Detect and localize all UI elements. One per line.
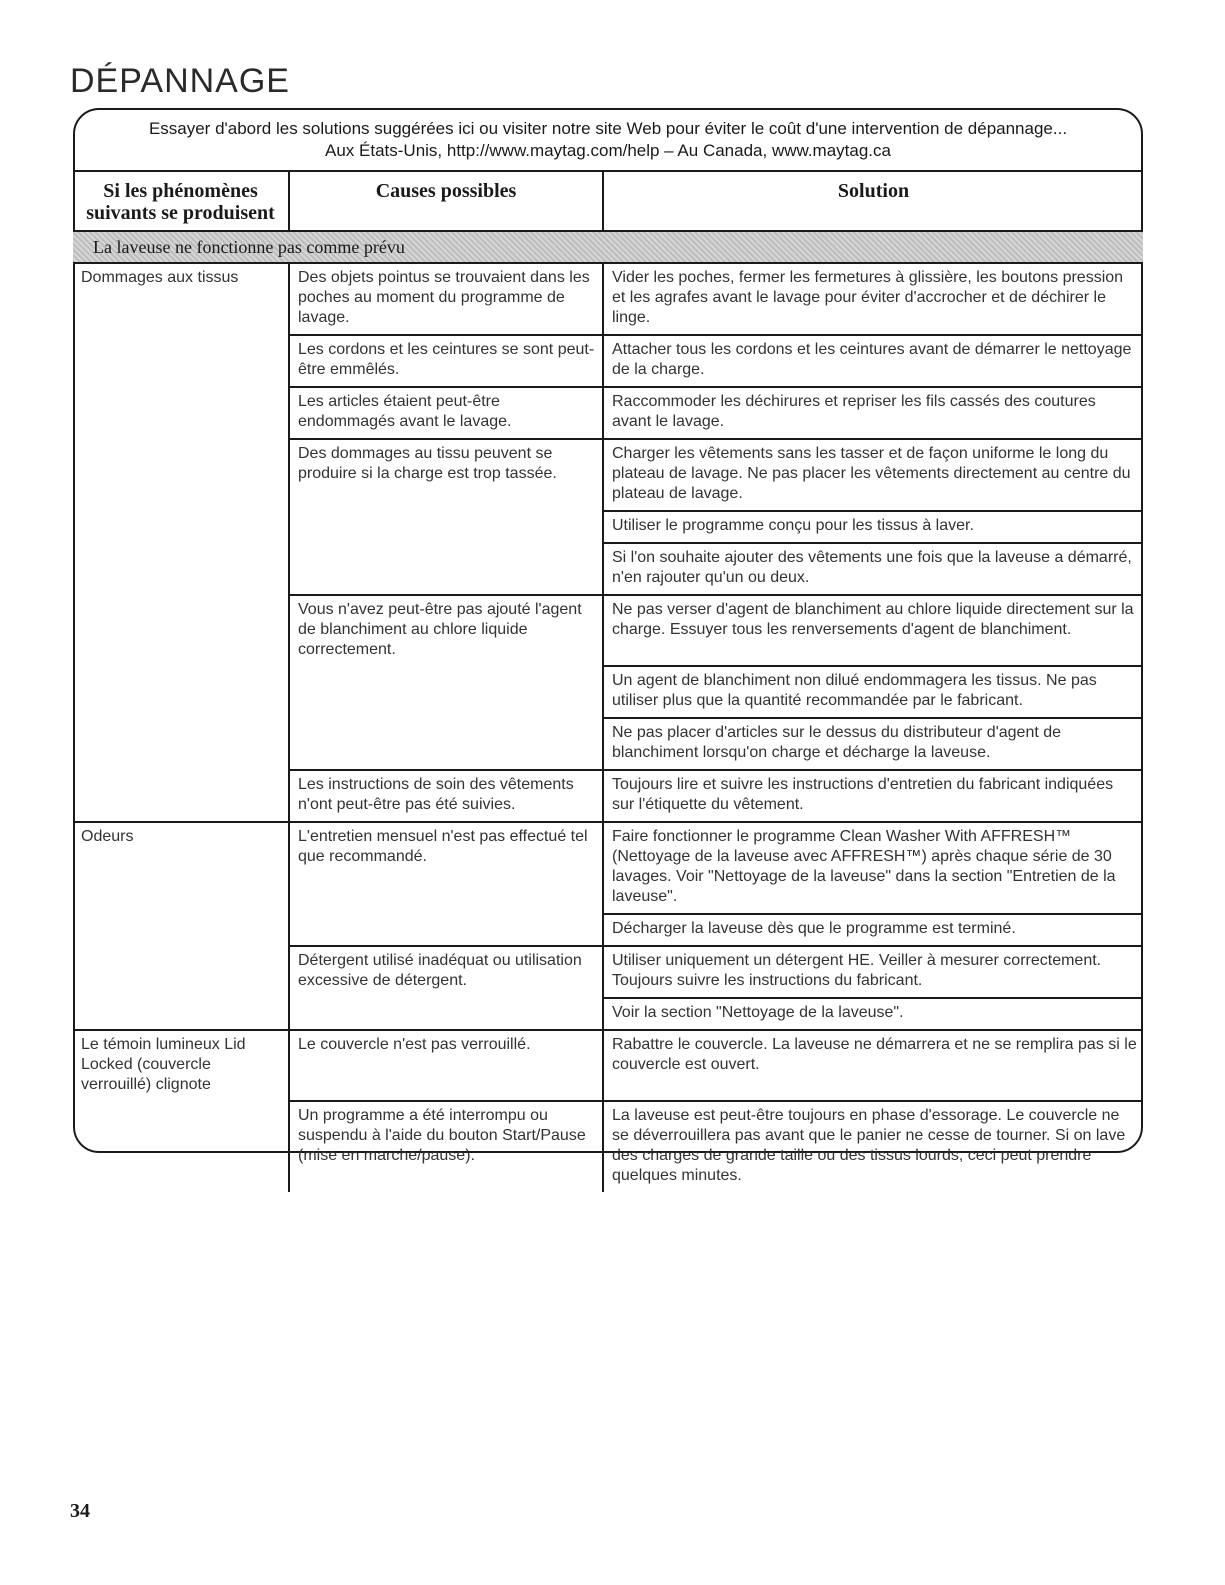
solution-cell: Un agent de blanchiment non dilué endommagera les tissus. Ne pas utiliser plus que la quantité recommandée par le fabricant. <box>603 666 1143 718</box>
problem-cell <box>73 718 289 770</box>
solution-cell: Utiliser le programme conçu pour les tissus à laver. <box>603 511 1143 543</box>
solution-cell: Toujours lire et suivre les instructions d'entretien du fabricant indiquées sur l'étiquette du vêtement. <box>603 770 1143 822</box>
page-number: 34 <box>70 1500 90 1522</box>
intro-text <box>75 118 1141 162</box>
solution-cell: Faire fonctionner le programme Clean Washer With AFFRESH™ (Nettoyage de la laveuse avec AFFRESH™) après chaque série de 30 lavages. Voir "Nettoyage de la laveuse" dans la section "Entretien de la laveuse". <box>603 822 1143 914</box>
solution-cell: Vider les poches, fermer les fermetures à glissière, les boutons pression et les agrafes avant le lavage pour éviter d'accrocher et de déchirer le linge. <box>603 263 1143 335</box>
problem-cell: Dommages aux tissus <box>73 263 289 335</box>
header-cause: Causes possibles <box>289 172 603 231</box>
problem-cell <box>73 914 289 946</box>
cause-cell <box>289 914 603 946</box>
section-row <box>73 231 1143 263</box>
cause-cell: Des objets pointus se trouvaient dans les poches au moment du programme de lavage. <box>289 263 603 335</box>
troubleshooting-table <box>73 172 1143 1192</box>
problem-cell <box>73 595 289 666</box>
cause-cell <box>289 718 603 770</box>
problem-cell <box>73 998 289 1030</box>
table-row <box>73 1101 1143 1192</box>
problem-cell <box>73 387 289 439</box>
cause-cell: Les instructions de soin des vêtements n'ont peut-être pas été suivies. <box>289 770 603 822</box>
table-row <box>73 666 1143 718</box>
solution-cell: Attacher tous les cordons et les ceintures avant de démarrer le nettoyage de la charge. <box>603 335 1143 387</box>
cause-cell: Le couvercle n'est pas verrouillé. <box>289 1030 603 1101</box>
cause-cell: Un programme a été interrompu ou suspendu à l'aide du bouton Start/Pause (mise en marche/pause). <box>289 1101 603 1192</box>
cause-cell: Les cordons et les ceintures se sont peut-être emmêlés. <box>289 335 603 387</box>
cause-cell <box>289 511 603 543</box>
cause-cell: L'entretien mensuel n'est pas effectué tel que recommandé. <box>289 822 603 914</box>
solution-cell: Ne pas placer d'articles sur le dessus du distributeur d'agent de blanchiment lorsqu'on charge et décharge la laveuse. <box>603 718 1143 770</box>
table-row <box>73 511 1143 543</box>
problem-cell <box>73 666 289 718</box>
solution-cell: Rabattre le couvercle. La laveuse ne démarrera et ne se remplira pas si le couvercle est ouvert. <box>603 1030 1143 1101</box>
cause-cell <box>289 666 603 718</box>
solution-cell: Décharger la laveuse dès que le programme est terminé. <box>603 914 1143 946</box>
table-row <box>73 998 1143 1030</box>
cause-cell: Les articles étaient peut-être endommagés avant le lavage. <box>289 387 603 439</box>
intro-line-2: Aux États-Unis, http://www.maytag.com/help – Au Canada, www.maytag.ca <box>325 141 891 160</box>
section-label: La laveuse ne fonctionne pas comme prévu <box>73 231 1143 263</box>
cause-cell <box>289 998 603 1030</box>
solution-cell: Voir la section "Nettoyage de la laveuse". <box>603 998 1143 1030</box>
solution-cell: Si l'on souhaite ajouter des vêtements une fois que la laveuse a démarré, n'en rajouter qu'un ou deux. <box>603 543 1143 595</box>
table-row <box>73 263 1143 335</box>
problem-cell <box>73 543 289 595</box>
page-title: DÉPANNAGE <box>70 62 290 100</box>
problem-cell <box>73 770 289 822</box>
problem-cell <box>73 335 289 387</box>
header-solution: Solution <box>837 180 910 202</box>
table-row <box>73 718 1143 770</box>
cause-cell: Des dommages au tissu peuvent se produire si la charge est trop tassée. <box>289 439 603 511</box>
solution-cell: Utiliser uniquement un détergent HE. Veiller à mesurer correctement. Toujours suivre les instructions du fabricant. <box>603 946 1143 998</box>
solution-cell: Charger les vêtements sans les tasser et de façon uniforme le long du plateau de lavage. Ne pas placer les vêtements directement au centre du plateau de lavage. <box>603 439 1143 511</box>
solution-cell: Raccommoder les déchirures et repriser les fils cassés des coutures avant le lavage. <box>603 387 1143 439</box>
table-row <box>73 946 1143 998</box>
solution-cell: Ne pas verser d'agent de blanchiment au chlore liquide directement sur la charge. Essuyer tous les renversements d'agent de blanchiment. <box>603 595 1143 666</box>
problem-cell <box>73 946 289 998</box>
table-row <box>73 1030 1143 1101</box>
table-row <box>73 335 1143 387</box>
problem-cell: Odeurs <box>73 822 289 914</box>
header-problem: Si les phénomènes suivants se produisent <box>73 172 289 231</box>
intro-line-1: Essayer d'abord les solutions suggérées ici ou visiter notre site Web pour éviter le coût d'une intervention de dépannage... <box>148 119 1068 138</box>
table-header-row <box>73 172 1143 231</box>
table-row <box>73 770 1143 822</box>
table-row <box>73 543 1143 595</box>
table-row <box>73 595 1143 666</box>
problem-cell <box>73 439 289 511</box>
problem-cell: Le témoin lumineux Lid Locked (couvercle verrouillé) clignote <box>73 1030 289 1101</box>
cause-cell: Détergent utilisé inadéquat ou utilisation excessive de détergent. <box>289 946 603 998</box>
cause-cell: Vous n'avez peut-être pas ajouté l'agent de blanchiment au chlore liquide correctement. <box>289 595 603 666</box>
table-row <box>73 387 1143 439</box>
table-row <box>73 439 1143 511</box>
solution-cell: La laveuse est peut-être toujours en phase d'essorage. Le couvercle ne se déverrouillera pas avant que le panier ne cesse de tourner. Si on lave des charges de grande taille ou des tissus lourds, ceci peut prendre quelques minutes. <box>612 1107 1126 1184</box>
problem-cell <box>73 1101 289 1192</box>
table-row <box>73 914 1143 946</box>
problem-cell <box>73 511 289 543</box>
cause-cell <box>289 543 603 595</box>
table-row <box>73 822 1143 914</box>
